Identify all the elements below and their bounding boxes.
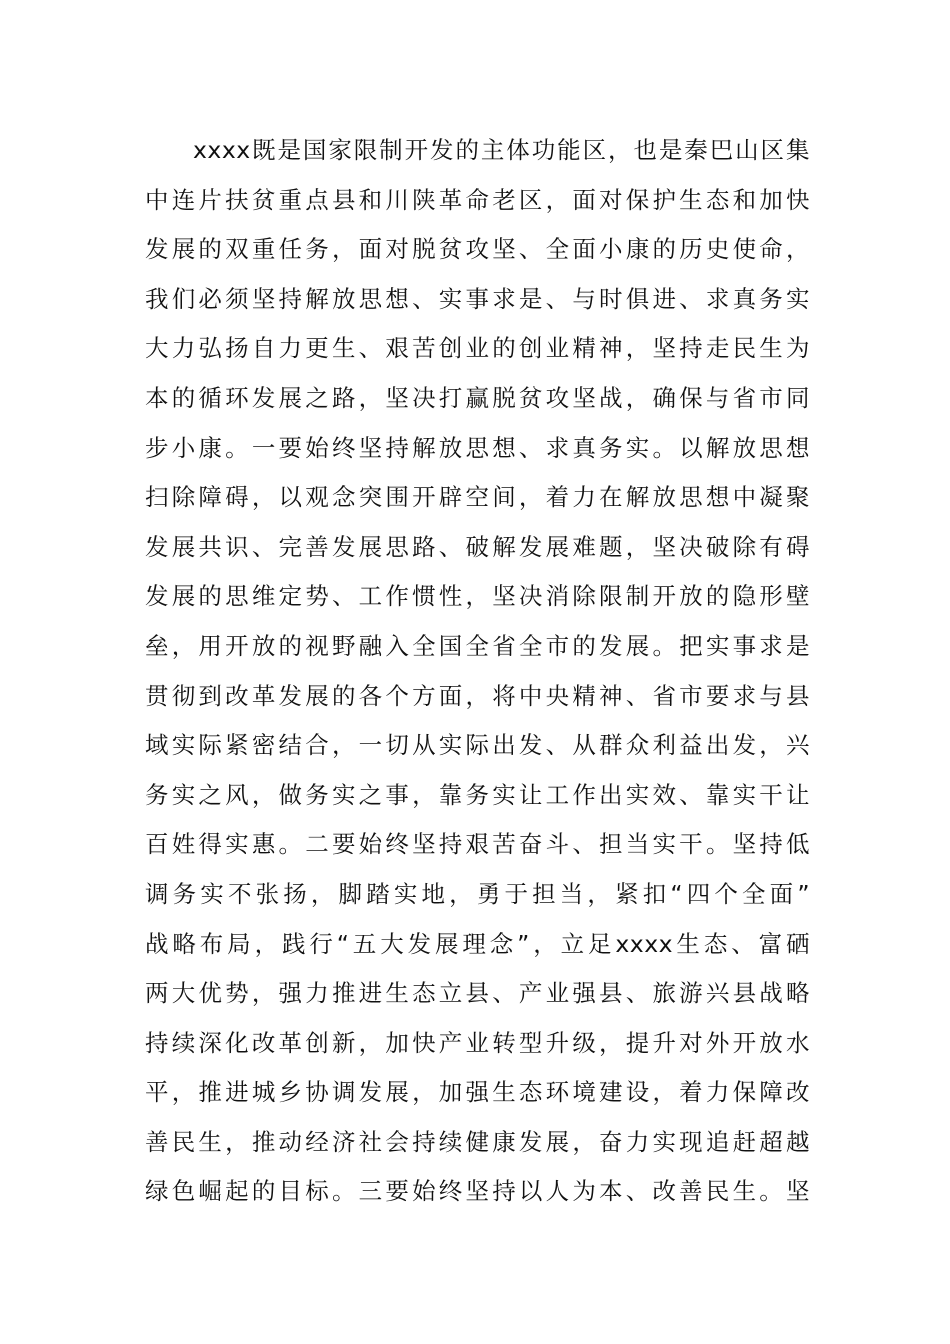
text-line: 持续深化改革创新，加快产业转型升级，提升对外开放水: [145, 1028, 810, 1057]
text-line: 步小康。一要始终坚持解放思想、求真务实。以解放思想: [145, 433, 810, 462]
text-line: 百姓得实惠。二要始终坚持艰苦奋斗、担当实干。坚持低: [145, 830, 810, 859]
text-line: 发展共识、完善发展思路、破解发展难题，坚决破除有碍: [145, 532, 810, 561]
body-paragraph: [145, 126, 810, 1217]
text-line: 务实之风，做务实之事，靠务实让工作出实效、靠实干让: [145, 780, 810, 809]
text-line: 我们必须坚持解放思想、实事求是、与时俱进、求真务实: [145, 284, 810, 313]
text-line: 调务实不张扬，脚踏实地，勇于担当，紧扣“四个全面”: [145, 879, 810, 908]
text-line: 发展的双重任务，面对脱贫攻坚、全面小康的历史使命，: [145, 235, 810, 264]
text-line: 垒，用开放的视野融入全国全省全市的发展。把实事求是: [145, 631, 810, 660]
text-line: 发展的思维定势、工作惯性，坚决消除限制开放的隐形壁: [145, 582, 810, 611]
text-line: 扫除障碍，以观念突围开辟空间，着力在解放思想中凝聚: [145, 483, 810, 512]
text-line: 贯彻到改革发展的各个方面，将中央精神、省市要求与县: [145, 681, 810, 710]
text-line: 战略布局，践行“五大发展理念”，立足xxxx生态、富硒: [145, 929, 810, 958]
text-line: 两大优势，强力推进生态立县、产业强县、旅游兴县战略: [145, 979, 810, 1008]
text-line: 善民生，推动经济社会持续健康发展，奋力实现追赶超越: [145, 1127, 810, 1156]
text-line: 本的循环发展之路，坚决打赢脱贫攻坚战，确保与省市同: [145, 383, 810, 412]
text-line: 中连片扶贫重点县和川陕革命老区，面对保护生态和加快: [145, 185, 810, 214]
text-line: 平，推进城乡协调发展，加强生态环境建设，着力保障改: [145, 1078, 810, 1107]
text-line: 大力弘扬自力更生、艰苦创业的创业精神，坚持走民生为: [145, 334, 810, 363]
text-line: 绿色崛起的目标。三要始终坚持以人为本、改善民生。坚: [145, 1177, 810, 1206]
text-line: 域实际紧密结合，一切从实际出发、从群众利益出发，兴: [145, 731, 810, 760]
text-line: xxxx既是国家限制开发的主体功能区，也是秦巴山区集: [193, 136, 810, 164]
